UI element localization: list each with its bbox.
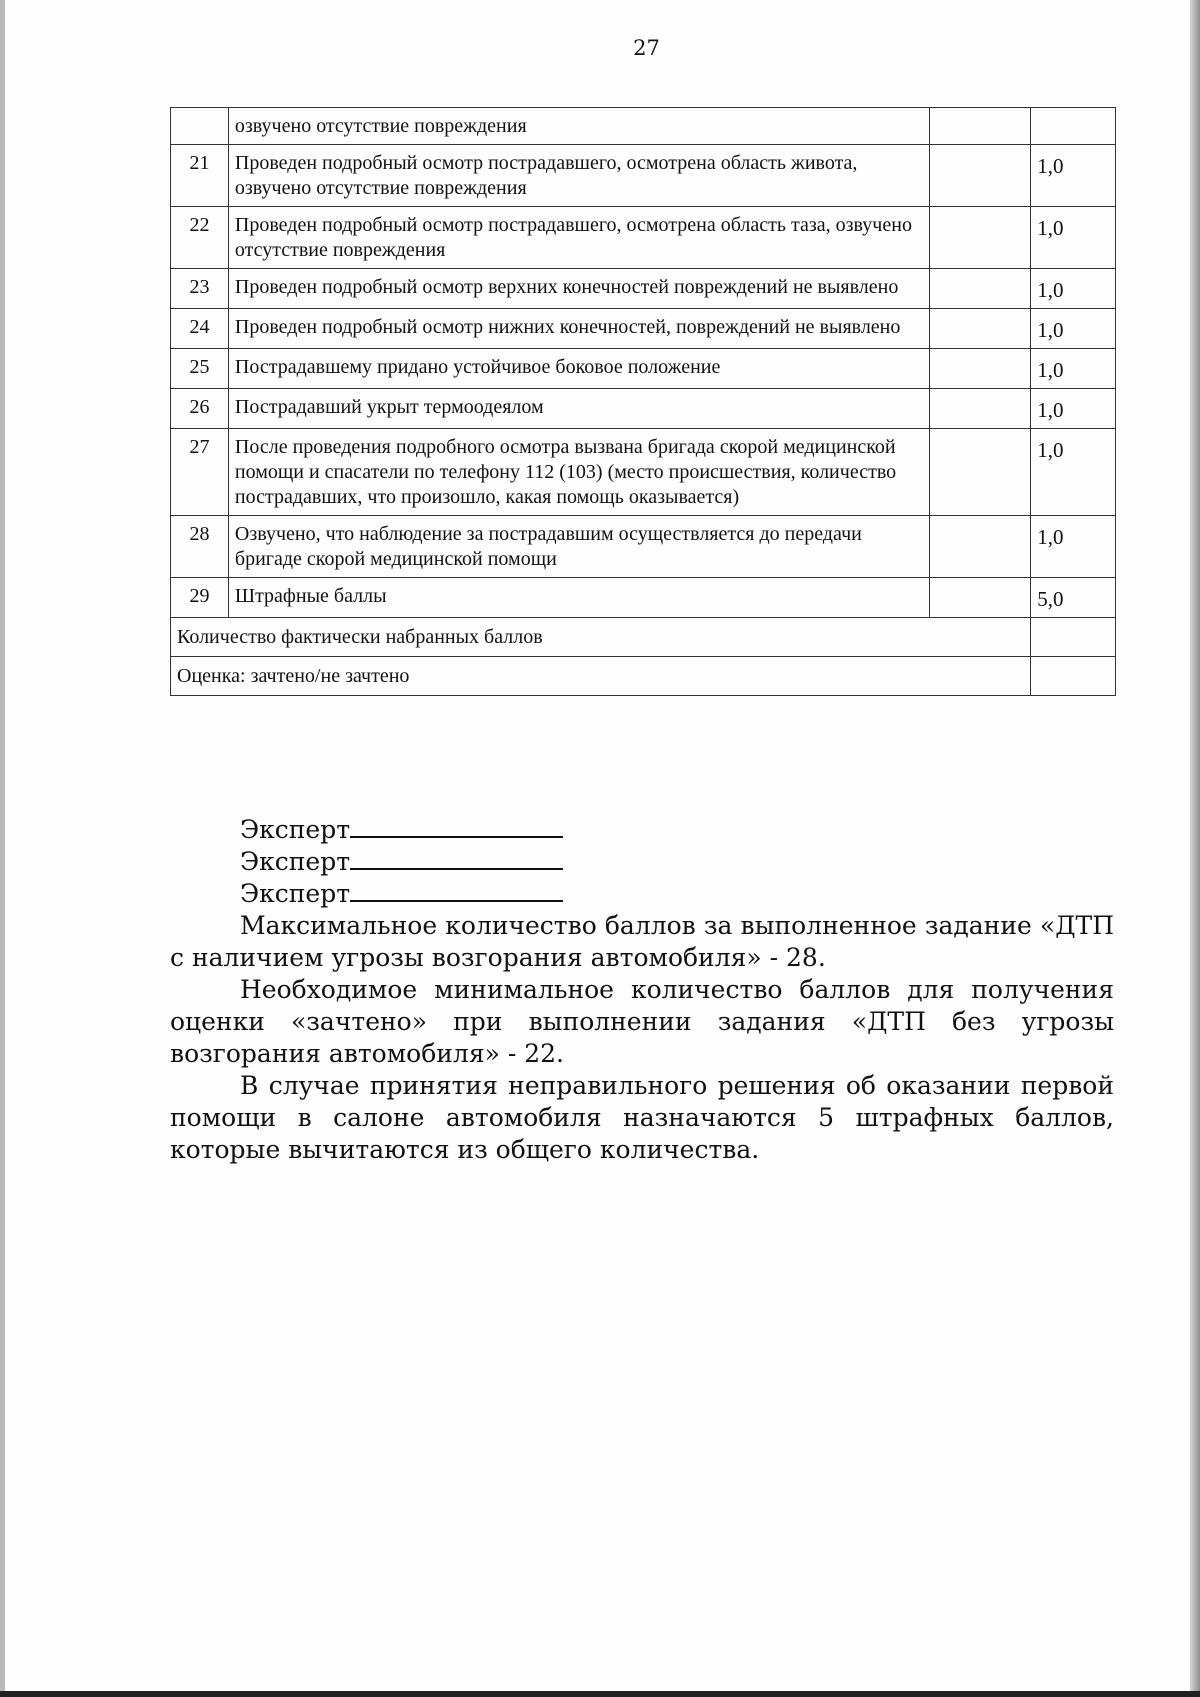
summary-grade-row bbox=[171, 657, 1116, 696]
table-row bbox=[171, 516, 1116, 578]
row-number: 21 bbox=[171, 145, 229, 207]
row-score bbox=[1031, 108, 1116, 145]
row-description: Озвучено, что наблюдение за пострадавшим осуществляется до передачи бригаде скорой медицинской помощи bbox=[228, 516, 929, 578]
row-number: 27 bbox=[171, 429, 229, 516]
row-number: 28 bbox=[171, 516, 229, 578]
row-mark-cell bbox=[929, 269, 1031, 309]
page-number: 27 bbox=[633, 36, 660, 60]
row-score: 1,0 bbox=[1031, 269, 1116, 309]
row-description: Проведен подробный осмотр пострадавшего, осмотрена область живота, озвучено отсутствие повреждения bbox=[228, 145, 929, 207]
row-number: 29 bbox=[171, 578, 229, 618]
signature-blank bbox=[350, 878, 563, 902]
row-description: Пострадавшему придано устойчивое боковое положение bbox=[228, 349, 929, 389]
row-score: 1,0 bbox=[1031, 207, 1116, 269]
table-row bbox=[171, 429, 1116, 516]
row-number: 26 bbox=[171, 389, 229, 429]
row-number: 22 bbox=[171, 207, 229, 269]
body-text bbox=[170, 910, 1114, 1166]
signature-blank bbox=[350, 814, 563, 838]
summary-total-label: Количество фактически набранных баллов bbox=[171, 618, 1031, 657]
summary-grade-value bbox=[1031, 657, 1116, 696]
score-table bbox=[170, 107, 1116, 696]
row-description: Пострадавший укрыт термоодеялом bbox=[228, 389, 929, 429]
expert-label: Эксперт bbox=[240, 847, 351, 876]
paragraph-min-score: Необходимое минимальное количество баллов для получения оценки «зачтено» при выполнении задания «ДТП без угрозы возгорания автомобиля» - 22. bbox=[170, 975, 1114, 1068]
scan-edge-right bbox=[1190, 0, 1200, 1697]
row-number: 25 bbox=[171, 349, 229, 389]
summary-grade-label: Оценка: зачтено/не зачтено bbox=[171, 657, 1031, 696]
row-score: 1,0 bbox=[1031, 145, 1116, 207]
expert-label: Эксперт bbox=[240, 879, 351, 908]
table-row bbox=[171, 309, 1116, 349]
row-description: Штрафные баллы bbox=[228, 578, 929, 618]
row-description: Проведен подробный осмотр нижних конечностей, повреждений не выявлено bbox=[228, 309, 929, 349]
expert-signature-line bbox=[240, 878, 563, 910]
table-row bbox=[171, 207, 1116, 269]
expert-label: Эксперт bbox=[240, 815, 351, 844]
row-score: 1,0 bbox=[1031, 309, 1116, 349]
row-description: Проведен подробный осмотр верхних конечностей повреждений не выявлено bbox=[228, 269, 929, 309]
row-number: 24 bbox=[171, 309, 229, 349]
row-score: 1,0 bbox=[1031, 429, 1116, 516]
table-row bbox=[171, 269, 1116, 309]
row-number: 23 bbox=[171, 269, 229, 309]
expert-signatures bbox=[240, 814, 563, 910]
row-description: Проведен подробный осмотр пострадавшего, осмотрена область таза, озвучено отсутствие повреждения bbox=[228, 207, 929, 269]
expert-signature-line bbox=[240, 846, 563, 878]
row-mark-cell bbox=[929, 429, 1031, 516]
row-number bbox=[171, 108, 229, 145]
row-mark-cell bbox=[929, 349, 1031, 389]
table-row bbox=[171, 145, 1116, 207]
row-score: 1,0 bbox=[1031, 389, 1116, 429]
table-row bbox=[171, 389, 1116, 429]
scan-edge-bottom bbox=[0, 1691, 1200, 1697]
scan-edge-left bbox=[0, 0, 5, 1697]
row-description: После проведения подробного осмотра вызвана бригада скорой медицинской помощи и спасатели по телефону 112 (103) (место происшествия, количество пострадавших, что произошло, какая помощь оказывается) bbox=[228, 429, 929, 516]
row-mark-cell bbox=[929, 207, 1031, 269]
row-mark-cell bbox=[929, 578, 1031, 618]
row-score: 5,0 bbox=[1031, 578, 1116, 618]
paragraph-penalty: В случае принятия неправильного решения об оказании первой помощи в салоне автомобиля назначаются 5 штрафных баллов, которые вычитаются из общего количества. bbox=[170, 1071, 1114, 1164]
row-description: озвучено отсутствие повреждения bbox=[228, 108, 929, 145]
signature-blank bbox=[350, 846, 563, 870]
summary-total-row bbox=[171, 618, 1116, 657]
row-mark-cell bbox=[929, 516, 1031, 578]
table-row bbox=[171, 349, 1116, 389]
row-mark-cell bbox=[929, 309, 1031, 349]
summary-total-value bbox=[1031, 618, 1116, 657]
row-mark-cell bbox=[929, 389, 1031, 429]
expert-signature-line bbox=[240, 814, 563, 846]
row-mark-cell bbox=[929, 145, 1031, 207]
row-score: 1,0 bbox=[1031, 516, 1116, 578]
table-row bbox=[171, 108, 1116, 145]
row-score: 1,0 bbox=[1031, 349, 1116, 389]
row-mark-cell bbox=[929, 108, 1031, 145]
table-row bbox=[171, 578, 1116, 618]
paragraph-max-score: Максимальное количество баллов за выполненное задание «ДТП с наличием угрозы возгорания автомобиля» - 28. bbox=[170, 911, 1114, 972]
